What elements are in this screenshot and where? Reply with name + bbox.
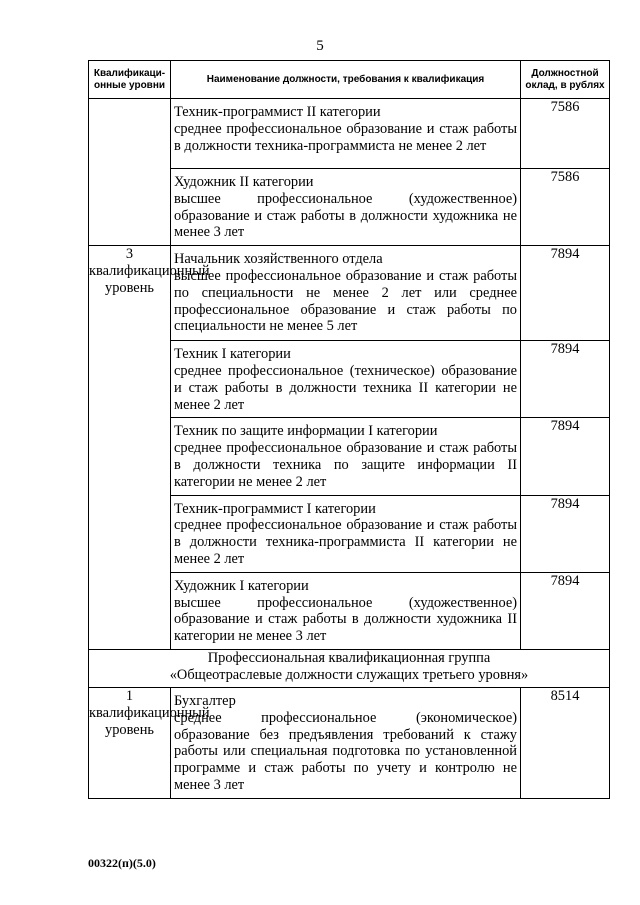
salary-cell: 7894: [521, 418, 610, 495]
qualification-table: [88, 60, 610, 799]
position-cell: [171, 99, 521, 169]
table-header-row: [89, 61, 610, 99]
position-cell: [171, 341, 521, 418]
group-header-line2: «Общеотраслевые должности служащих третьего уровня»: [169, 666, 529, 683]
salary-cell: 7586: [521, 169, 610, 246]
header-qualification-levels: Квалификаци-онные уровни: [89, 61, 171, 99]
salary-cell: 7894: [521, 246, 610, 341]
table-row: [89, 99, 610, 169]
group-header-cell: [89, 649, 610, 687]
document-code: 00322(п)(5.0): [88, 856, 156, 870]
position-requirements: высшее профессиональное образование и стаж работы по специальности не менее 2 лет или среднее профессиональное образование и стаж работы по специальности не менее 5 лет: [174, 267, 517, 335]
position-title: Начальник хозяйственного отдела: [174, 251, 383, 268]
position-title: Бухгалтер: [174, 692, 236, 709]
position-title: Художник II категории: [174, 174, 314, 190]
position-requirements: среднее профессиональное (техническое) образование и стаж работы в должности техника II категории не менее 2 лет: [174, 362, 517, 413]
level-cell-empty: [89, 99, 171, 246]
position-title: Техник I категории: [174, 346, 291, 363]
position-requirements: среднее профессиональное образование и стаж работы в должности техника-программиста II категории не менее 2 лет: [174, 517, 517, 567]
position-requirements: среднее профессиональное образование и стаж работы в должности техника по защите информации II категории не менее 2 лет: [174, 440, 517, 490]
table-row: [89, 246, 610, 341]
position-title: Художник I категории: [174, 577, 309, 594]
position-cell: [171, 687, 521, 798]
salary-cell: 8514: [521, 687, 610, 798]
position-cell: [171, 169, 521, 246]
position-title: Техник-программист I категории: [174, 500, 376, 517]
position-title: Техник-программист II категории: [174, 104, 381, 120]
position-cell: [171, 495, 521, 572]
position-title: Техник по защите информации I категории: [174, 423, 438, 440]
position-requirements: среднее профессиональное (экономическое) образование без предъявления требований к стажу работы или специальная подготовка по установленной программе и стаж работы по учету и контролю не менее 3 лет: [174, 709, 517, 793]
position-cell: [171, 418, 521, 495]
position-requirements: среднее профессиональное образование и стаж работы в должности техника-программиста не менее 2 лет: [174, 120, 517, 154]
level-cell-1: 1 квалификационный уровень: [89, 687, 171, 798]
salary-cell: 7586: [521, 99, 610, 169]
salary-cell: 7894: [521, 341, 610, 418]
group-header-row: [89, 649, 610, 687]
header-salary: Должностной оклад, в рублях: [521, 61, 610, 99]
page-number: 5: [316, 38, 324, 54]
position-cell: [171, 246, 521, 341]
group-header-line1: Профессиональная квалификационная группа: [207, 649, 491, 666]
position-requirements: высшее профессиональное (художественное) образование и стаж работы в должности художника II категории не менее 3 лет: [174, 594, 517, 645]
position-cell: [171, 572, 521, 649]
table-row: [89, 687, 610, 798]
position-requirements: высшее профессиональное (художественное) образование и стаж работы в должности художника не менее 3 лет: [174, 190, 517, 241]
salary-cell: 7894: [521, 572, 610, 649]
header-position-name: Наименование должности, требования к квалификация: [171, 61, 521, 99]
level-cell-3: 3 квалификационный уровень: [89, 246, 171, 650]
salary-cell: 7894: [521, 495, 610, 572]
